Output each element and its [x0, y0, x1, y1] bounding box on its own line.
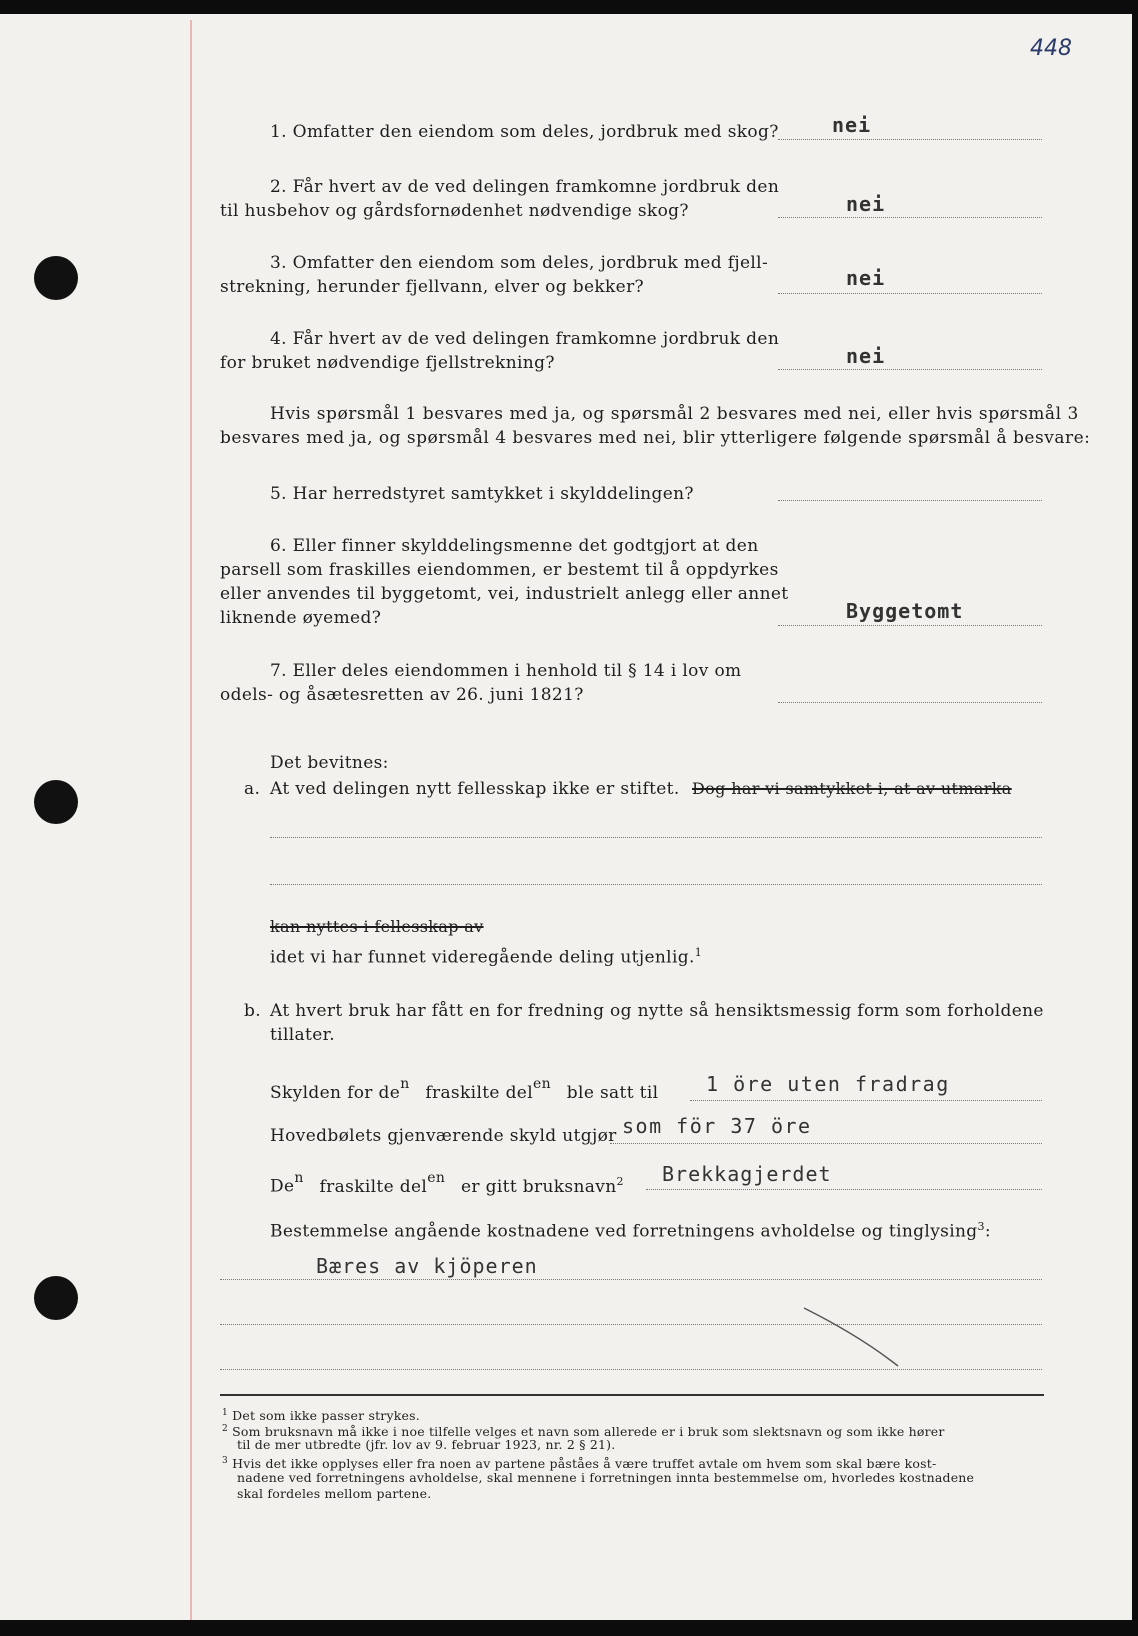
answer-line: [778, 217, 1042, 218]
blank-line: [270, 837, 1042, 838]
document-page: [0, 14, 1132, 1620]
instruction-line2: besvares med ja, og spørsmål 4 besvares med nei, blir ytterligere følgende spørsmål å besvare:: [220, 428, 1091, 448]
item-b-label: b.: [244, 1001, 261, 1021]
question-4-line2: for bruket nødvendige fjellstrekning?: [220, 353, 555, 373]
margin-line: [190, 20, 192, 1620]
punch-hole: [34, 256, 78, 300]
answer-line: [778, 293, 1042, 294]
answer-line: [690, 1100, 1042, 1101]
answer-line: [220, 1279, 1042, 1280]
item-a-text: At ved delingen nytt fellesskap ikke er stiftet.: [270, 779, 680, 799]
footnote-rule: [220, 1394, 1044, 1396]
footnote-3: $^3$ Hvis det ikke opplyses eller fra noen av partene påståes å være truffet avtale om hvem som skal bære kost-: [222, 1456, 937, 1472]
item-a-tail: idet vi har funnet videregående deling utjenlig.$^1$: [270, 946, 703, 968]
question-7-line1: 7. Eller deles eiendommen i henhold til § 14 i lov om: [270, 661, 742, 681]
skyld-label: Skylden for $de^n$ fraskilte del$^{en}$ ble satt til: [270, 1076, 659, 1103]
question-5: 5. Har herredstyret samtykket i skylddelingen?: [270, 484, 694, 504]
answer-1: nei: [832, 113, 872, 137]
question-6-line4: liknende øyemed?: [220, 608, 382, 628]
answer-4: nei: [846, 344, 886, 368]
question-1: 1. Omfatter den eiendom som deles, jordbruk med skog?: [270, 122, 779, 142]
answer-line: [778, 369, 1042, 370]
punch-hole: [34, 1276, 78, 1320]
question-6-line3: eller anvendes til byggetomt, vei, industrielt anlegg eller annet: [220, 584, 789, 604]
footnote-2: $^2$ Som bruksnavn må ikke i noe tilfelle velges et navn som allerede er i bruk som slektsnavn og som ikke hører: [222, 1424, 945, 1440]
question-2-line1: 2. Får hvert av de ved delingen framkomne jordbruk den: [270, 177, 780, 197]
bruksnavn-value: Brekkagjerdet: [662, 1162, 832, 1186]
answer-6: Byggetomt: [846, 599, 964, 623]
kost-label: Bestemmelse angående kostnadene ved forretningens avholdelse og tinglysing$^3$:: [270, 1220, 991, 1242]
item-a-struck-text-2: kan nyttes i fellesskap av: [270, 917, 484, 936]
answer-line: [778, 500, 1042, 501]
answer-line: [778, 625, 1042, 626]
hoved-value: som för 37 öre: [622, 1114, 812, 1138]
punch-hole: [34, 780, 78, 824]
hoved-label: Hovedbølets gjenværende skyld utgjør: [270, 1126, 617, 1146]
pen-stroke: [800, 1304, 910, 1374]
answer-line: [220, 1324, 1042, 1325]
question-3-line1: 3. Omfatter den eiendom som deles, jordbruk med fjell-: [270, 253, 769, 273]
skyld-value: 1 öre uten fradrag: [706, 1072, 950, 1096]
footnote-3-cont2: skal fordeles mellom partene.: [237, 1486, 432, 1501]
question-4-line1: 4. Får hvert av de ved delingen framkomne jordbruk den: [270, 329, 780, 349]
answer-line: [610, 1143, 1042, 1144]
page-number: 448: [1030, 36, 1072, 61]
footnote-2-cont: til de mer utbredte (jfr. lov av 9. februar 1923, nr. 2 § 21).: [237, 1437, 616, 1452]
question-7-line2: odels- og åsætesretten av 26. juni 1821?: [220, 685, 584, 705]
answer-2: nei: [846, 192, 886, 216]
question-3-line2: strekning, herunder fjellvann, elver og bekker?: [220, 277, 645, 297]
answer-3: nei: [846, 266, 886, 290]
answer-line: [220, 1369, 1042, 1370]
answer-line: [646, 1189, 1042, 1190]
item-a-struck-text: Dog har vi samtykket i, at av utmarka: [692, 779, 1012, 798]
certify-heading: Det bevitnes:: [270, 753, 389, 773]
question-2-line2: til husbehov og gårdsfornødenhet nødvendige skog?: [220, 201, 689, 221]
blank-line: [270, 884, 1042, 885]
kost-value: Bæres av kjöperen: [316, 1254, 538, 1278]
item-b-line1: At hvert bruk har fått en for fredning og nytte så hensiktsmessig form som forholdene: [270, 1001, 1044, 1021]
bruksnavn-label: De$^n$ fraskilte del$^{en}$ er gitt bruksnavn$^2$: [270, 1169, 624, 1197]
answer-line: [778, 139, 1042, 140]
item-a-label: a.: [244, 779, 261, 799]
footnote-3-cont: nadene ved forretningens avholdelse, skal mennene i forretningen innta bestemmelse om, hvorledes kostnadene: [237, 1470, 975, 1485]
question-6-line2: parsell som fraskilles eiendommen, er bestemt til å oppdyrkes: [220, 560, 779, 580]
question-6-line1: 6. Eller finner skylddelingsmenne det godtgjort at den: [270, 536, 759, 556]
instruction-line1: Hvis spørsmål 1 besvares med ja, og spørsmål 2 besvares med nei, eller hvis spørsmål 3: [270, 404, 1079, 424]
answer-line: [778, 702, 1042, 703]
item-b-line2: tillater.: [270, 1025, 335, 1045]
footnote-1: $^1$ Det som ikke passer strykes.: [222, 1408, 420, 1424]
